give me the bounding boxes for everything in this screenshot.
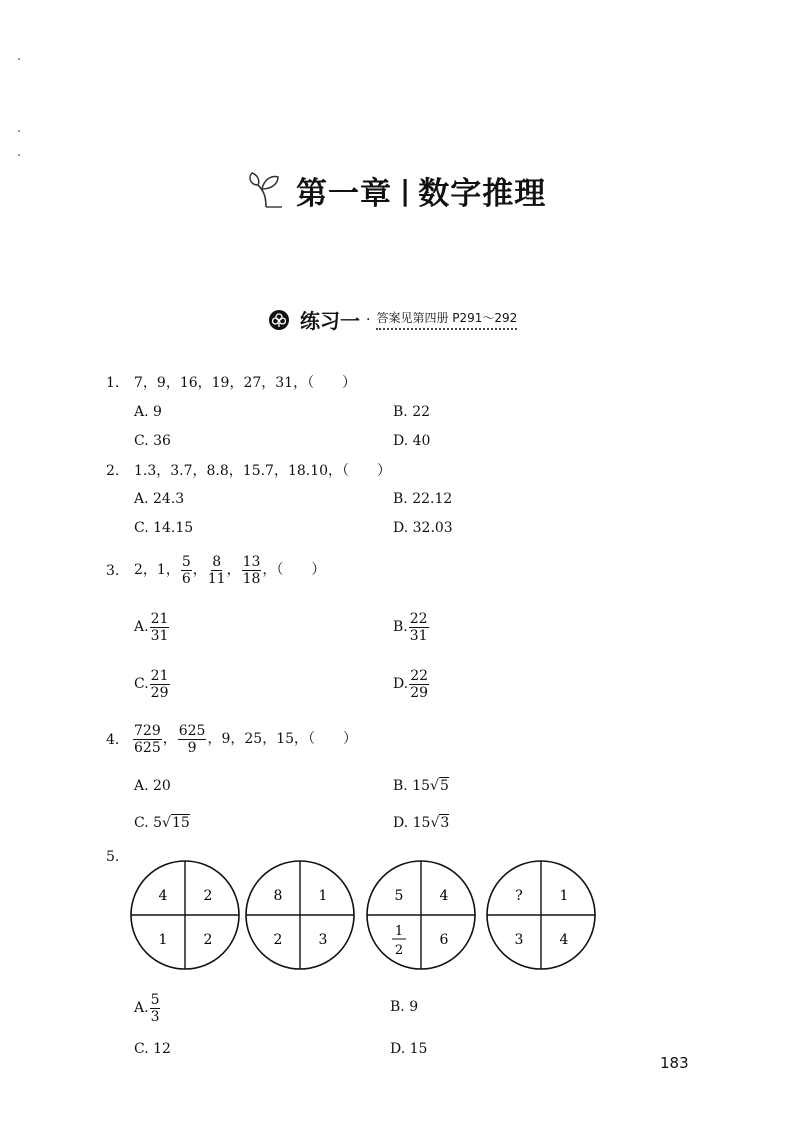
option-c: C. 12 [134,1041,171,1057]
cell-top-right: 4 [439,888,449,904]
square-root: √15 [162,815,190,831]
fraction [181,554,192,587]
cell-top-left: 4 [158,888,168,904]
numerator: 22 [410,667,429,684]
denominator: 31 [150,627,169,644]
option-a: A. 20 [134,778,171,794]
chapter-heading [246,160,546,220]
question-sequence: 7，9，16，19，27，31，（ ） [134,375,357,391]
radicand: 3 [440,815,450,831]
option-d: D. 32.03 [393,520,453,536]
sequence-tail: ，9，25，15，（ ） [207,731,358,747]
page-number: 183 [660,1054,689,1072]
option-c: C. 36 [134,433,171,449]
numerator: 5 [181,553,191,570]
denominator: 18 [242,570,261,587]
numerator: 13 [242,553,261,570]
numerator: 729 [134,722,161,739]
question-number: 4. [106,732,120,748]
square-root: √3 [430,815,450,831]
denominator: 3 [150,1008,160,1025]
option-text: D. 15 [393,815,431,831]
numerator: 8 [212,553,222,570]
fraction [409,611,429,644]
flower-badge-icon [268,309,290,331]
cell-bottom-right: 6 [439,932,449,948]
question-number: 3. [106,563,120,579]
fraction [409,668,429,701]
cell-bottom-right: 3 [318,932,328,948]
denominator: 29 [410,684,429,701]
option-b [393,607,430,647]
puzzle-circle-1 [131,861,239,969]
cell-top-right: 2 [203,888,213,904]
option-b: B. 22.12 [393,491,453,507]
option-c [134,664,171,704]
margin-mark [18,130,20,132]
chapter-title: 第一章 [296,175,392,212]
fraction [150,611,170,644]
option-letter: A. [134,619,149,635]
cell-bottom-left: 3 [514,932,524,948]
denominator: 29 [150,684,169,701]
chapter-separator: | [400,173,411,207]
fraction [150,992,161,1025]
cell-bottom-left: 2 [273,932,283,948]
question-sequence: 2，1， $\frac{5}{6}$ ， $\frac{8}{11}$ ， $\frac{13}{18}$ ，（ ） [134,553,326,587]
option-text: B. 15 [393,778,431,794]
fraction [208,554,226,587]
option-d [393,815,449,831]
option-c: C. 14.15 [134,520,194,536]
option-letter: B. [393,619,408,635]
option-letter: C. [134,676,149,692]
numerator: 21 [150,667,169,684]
option-d: D. 15 [390,1041,428,1057]
question-number: 5. [106,849,120,865]
denominator: 11 [207,570,226,587]
option-a [134,607,170,647]
option-a: A. 9 [134,404,162,420]
exercise-title: 练习一 [300,309,360,333]
denominator: 625 [134,739,161,756]
sprout-icon [246,167,292,213]
puzzle-circle-3 [367,861,475,969]
puzzle-circle-4 [487,861,595,969]
denominator: 6 [181,570,191,587]
exercise-heading [268,305,517,334]
numerator: 625 [178,722,206,739]
radicand: 15 [171,815,190,831]
margin-mark [18,58,20,60]
circle-puzzle [128,858,600,974]
option-letter: D. [393,676,409,692]
numerator: 21 [150,610,169,627]
cell-top-right: 1 [318,888,328,904]
cell-bottom-right: 4 [559,932,569,948]
numerator: 5 [150,991,160,1008]
cell-top-left: 5 [394,888,404,904]
cell-bottom-left-denominator: 2 [394,943,404,958]
fraction [242,554,262,587]
cell-top-left: ? [515,888,523,904]
exercise-dot: · [366,311,371,328]
option-b [393,778,449,794]
question-number: 1. [106,375,120,391]
option-text: C. 5 [134,815,163,831]
cell-bottom-left: 1 [158,932,168,948]
option-d [393,664,430,704]
denominator: 9 [187,739,197,756]
sequence-tail: ，（ ） [262,562,326,578]
option-c [134,815,190,831]
cell-bottom-left-numerator: 1 [394,924,404,939]
option-a [134,988,161,1028]
question-sequence: 1.3，3.7，8.8，15.7，18.10，（ ） [134,463,392,479]
sequence-start: 2，1， [134,562,180,578]
answer-reference: 答案见第四册 P291～292 [376,309,517,330]
question-number: 2. [106,463,120,479]
option-d: D. 40 [393,433,431,449]
option-b: B. 22 [393,404,431,420]
fraction [133,723,162,756]
cell-top-right: 1 [559,888,569,904]
denominator: 31 [409,627,428,644]
fraction [178,723,207,756]
numerator: 22 [409,610,428,627]
margin-mark [18,154,20,156]
chapter-subtitle: 数字推理 [418,175,547,212]
radicand: 5 [439,778,449,794]
question-sequence: $\frac{729}{625}$ ， $\frac{625}{9}$ ，9，25，15，（ ） [134,722,358,756]
option-letter: A. [134,1000,149,1016]
square-root: √5 [430,778,449,794]
puzzle-circle-2 [246,861,354,969]
fraction [150,668,170,701]
option-a: A. 24.3 [134,491,185,507]
option-b: B. 9 [390,999,419,1015]
cell-bottom-right: 2 [203,932,213,948]
cell-top-left: 8 [273,888,283,904]
